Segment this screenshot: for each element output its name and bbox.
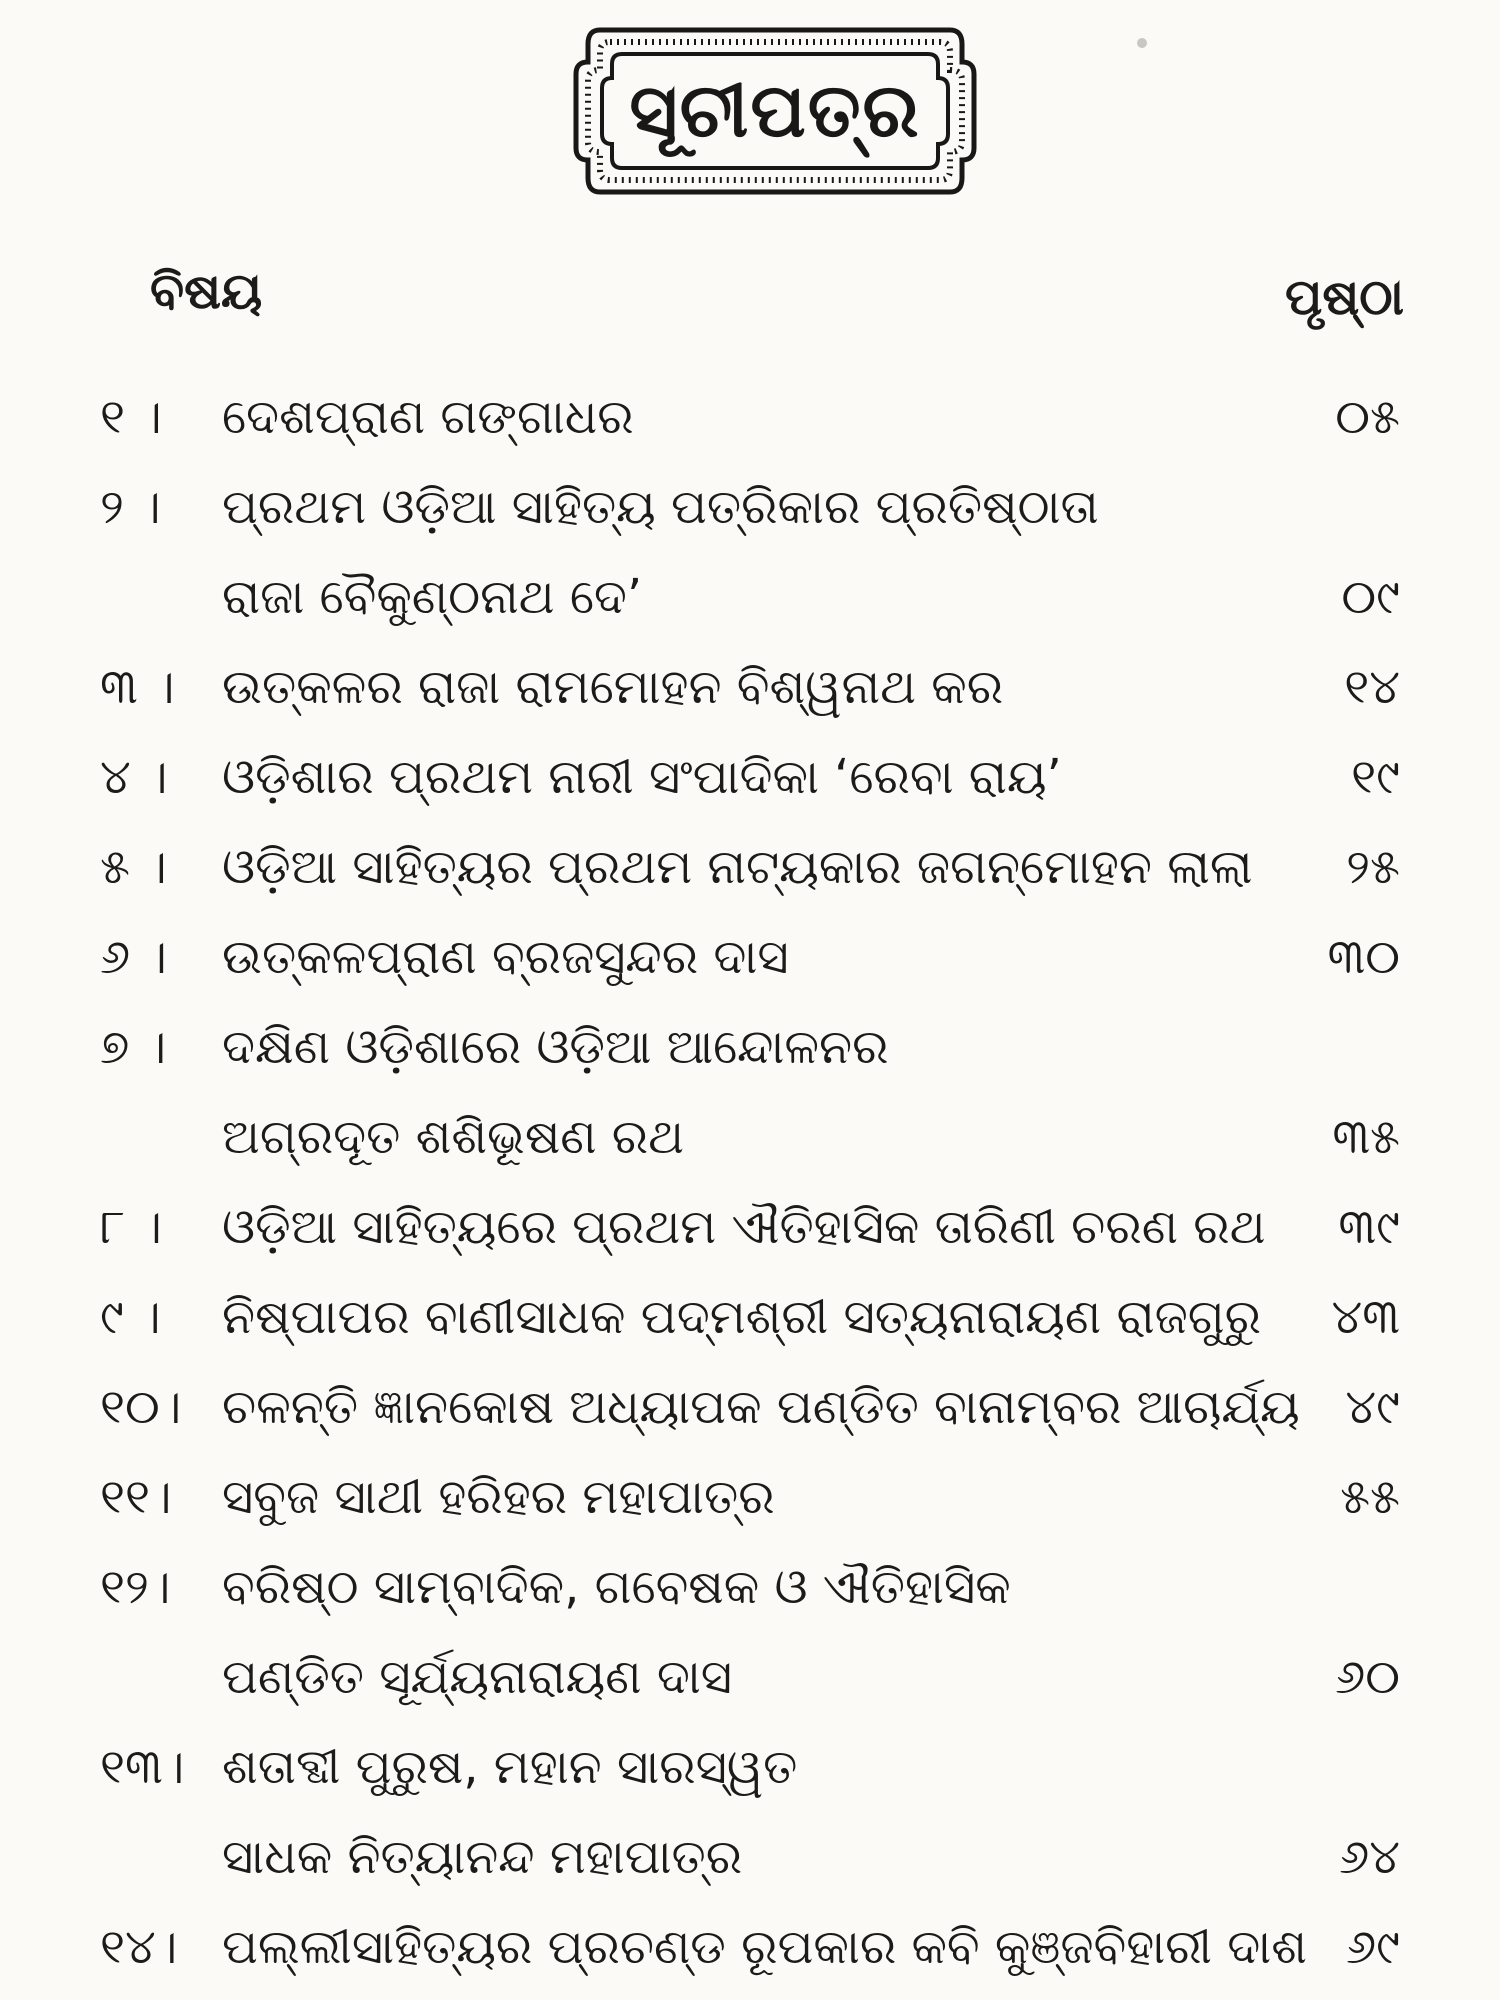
entry-number: ୫ । (100, 839, 167, 895)
entry-title: ଶତାବ୍ଦୀ ପୁରୁଷ, ମହାନ ସାରସ୍ୱତ (222, 1739, 798, 1795)
entry-title: ଉତ୍କଳର ରାଜା ରାମମୋହନ ବିଶ୍ୱନାଥ କର (222, 659, 1004, 715)
entry-number: ୪ । (100, 749, 168, 805)
table-of-contents (0, 372, 1500, 1992)
entry-number: ୬ । (100, 929, 168, 985)
entry-page-number: ୧୯ (1351, 749, 1400, 805)
entry-page-number: ୩୯ (1338, 1199, 1400, 1255)
entry-number: ୧୪। (100, 1919, 178, 1975)
print-speck (1137, 38, 1147, 48)
entry-number: ୧୨। (100, 1559, 171, 1615)
entry-page-number: ୬୯ (1345, 1919, 1400, 1975)
toc-line (0, 1812, 1500, 1902)
entry-number: ୯ । (100, 1289, 161, 1345)
toc-line (0, 1092, 1500, 1182)
entry-title: ରାଜା ବୈକୁଣ୍ଠନାଥ ଦେ’ (222, 569, 643, 625)
toc-line (0, 372, 1500, 462)
entry-title: ସବୁଜ ସାଥୀ ହରିହର ମହାପାତ୍ର (222, 1469, 775, 1525)
toc-line (0, 1902, 1500, 1992)
entry-number: ୩ । (100, 659, 175, 715)
entry-page-number: ୪୩ (1331, 1289, 1400, 1345)
entry-page-number: ୩୦ (1327, 929, 1400, 985)
toc-line (0, 1542, 1500, 1632)
entry-title: ନିଷ୍ପାପର ବାଣୀସାଧକ ପଦ୍ମଶ୍ରୀ ସତ୍ୟନାରାୟଣ ରାଜଗୁରୁ (222, 1289, 1262, 1345)
entry-title: ଦକ୍ଷିଣ ଓଡ଼ିଶାରେ ଓଡ଼ିଆ ଆନ୍ଦୋଳନର (222, 1019, 889, 1075)
toc-line (0, 1362, 1500, 1452)
toc-line (0, 552, 1500, 642)
entry-title: ଓଡ଼ିଶାର ପ୍ରଥମ ନାରୀ ସଂପାଦିକା ‘ରେବା ରାୟ’ (222, 749, 1062, 805)
entry-title: ଦେଶପ୍ରାଣ ଗଙ୍ଗାଧର (222, 389, 634, 445)
toc-line (0, 642, 1500, 732)
toc-line (0, 1722, 1500, 1812)
entry-page-number: ୪୯ (1345, 1379, 1400, 1435)
title-frame (570, 22, 980, 200)
entry-page-number: ୩୫ (1332, 1109, 1400, 1165)
entry-number: ୧ । (100, 389, 162, 445)
entry-number: ୧୩। (100, 1739, 185, 1795)
toc-line (0, 822, 1500, 912)
entry-page-number: ୬୪ (1339, 1829, 1400, 1885)
entry-title: ଉତ୍କଳପ୍ରାଣ ବ୍ରଜସୁନ୍ଦର ଦାସ (222, 929, 789, 985)
page-title: ସୂଚୀପତ୍ର (629, 67, 921, 154)
entry-number: ୧୧। (100, 1469, 172, 1525)
entry-page-number: ୨୫ (1346, 839, 1400, 895)
toc-line (0, 1182, 1500, 1272)
toc-line (0, 732, 1500, 822)
toc-line (0, 1272, 1500, 1362)
entry-title: ପଣ୍ଡିତ ସୂର୍ଯ୍ୟନାରାୟଣ ଦାସ (222, 1649, 733, 1705)
entry-number: ୭ । (100, 1019, 167, 1075)
entry-page-number: ୬୦ (1335, 1649, 1400, 1705)
page-header: ପୃଷ୍ଠା (1284, 268, 1404, 326)
entry-title: ଓଡ଼ିଆ ସାହିତ୍ୟରେ ପ୍ରଥମ ଐତିହାସିକ ତାରିଣୀ ଚରଣ ରଥ (222, 1199, 1266, 1255)
toc-line (0, 1002, 1500, 1092)
toc-line (0, 1452, 1500, 1542)
subject-header: ବିଷୟ (150, 262, 263, 320)
entry-page-number: ୫୫ (1340, 1469, 1400, 1525)
entry-title: ପଲ୍ଲୀସାହିତ୍ୟର ପ୍ରଚଣ୍ଡ ରୂପକାର କବି କୁଞ୍ଜବିହାରୀ ଦାଶ (222, 1919, 1307, 1975)
entry-title: ସାଧକ ନିତ୍ୟାନନ୍ଦ ମହାପାତ୍ର (222, 1829, 743, 1885)
entry-title: ଚଳନ୍ତି ଜ୍ଞାନକୋଷ ଅଧ୍ୟାପକ ପଣ୍ଡିତ ବାନାମ୍ବର ଆଚାର୍ଯ୍ୟ (222, 1379, 1300, 1435)
entry-number: ୮ । (100, 1199, 162, 1255)
entry-number: ୧୦। (100, 1379, 182, 1435)
toc-line (0, 462, 1500, 552)
entry-page-number: ୧୪ (1344, 659, 1400, 715)
toc-line (0, 912, 1500, 1002)
entry-page-number: ୦୫ (1335, 389, 1400, 445)
entry-number: ୨ । (100, 479, 161, 535)
entry-title: ଓଡ଼ିଆ ସାହିତ୍ୟର ପ୍ରଥମ ନାଟ୍ୟକାର ଜଗନ୍ମୋହନ ଲାଲା (222, 839, 1253, 895)
entry-title: ଅଗ୍ରଦୂତ ଶଶିଭୂଷଣ ରଥ (222, 1109, 685, 1165)
entry-title: ବରିଷ୍ଠ ସାମ୍ବାଦିକ, ଗବେଷକ ଓ ଐତିହାସିକ (222, 1559, 1011, 1615)
toc-line (0, 1632, 1500, 1722)
entry-page-number: ୦୯ (1341, 569, 1400, 625)
entry-title: ପ୍ରଥମ ଓଡ଼ିଆ ସାହିତ୍ୟ ପତ୍ରିକାର ପ୍ରତିଷ୍ଠାତା (222, 479, 1099, 535)
